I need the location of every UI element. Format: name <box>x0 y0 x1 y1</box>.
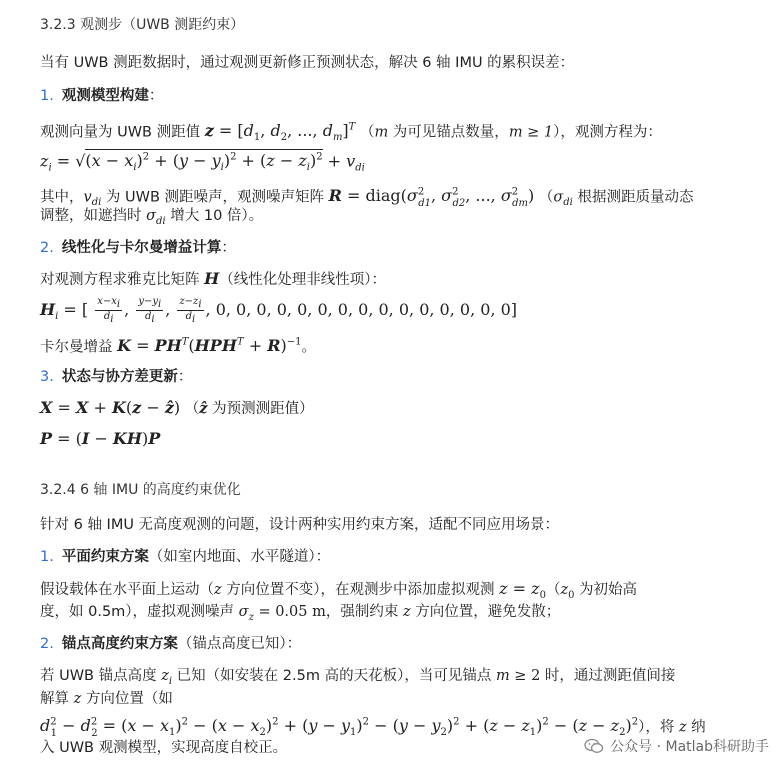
paragraph-intro-324: 针对 6 轴 IMU 无高度观测的问题，设计两种实用约束方案，适配不同应用场景： <box>40 517 560 533</box>
jacobian-formula: $H_i$ = [ $\frac{x-x_i}{d_i}$ , $\frac{y-y_i}{d_i}$ , $\frac{z-z_i}{d_i}$ , 0, 0, 0, 0, 0, 0, 0, 0, 0, 0, 0, 0, 0, 0, 0] <box>40 296 518 325</box>
plane-constraint-line1: 假设载体在水平面上运动（z 方向位置不变），在观测步中添加虚拟观测 $z = z_0(z_0$ 为初始高 <box>40 579 638 601</box>
observation-equation: $z_i = √(x - x_i)^2 + (y - y_i)^2 + (z - z_i)^2 + v_{di}$ <box>40 151 365 174</box>
list-item-3-title: 3. 状态与协方差更新： <box>40 369 193 385</box>
section-heading-323: 3.2.3 观测步（UWB 测距约束） <box>40 17 245 33</box>
observation-vector-line: 观测向量为 UWB 测距值 $z = [d_1$, $d_2$, ..., $d_m]^T$ （m 为可见锚点数量，m ≥ 1），观测方程为： <box>40 121 662 144</box>
anchor-constraint-line2: 解算 z 方向位置（如 <box>40 691 173 707</box>
kalman-gain-line: 卡尔曼增益 $K = PH^T(HPH^T + R)^{-1}$。 <box>40 336 316 356</box>
watermark-text: 公众号 · Matlab科研助手 <box>610 739 769 755</box>
covariance-update-formula: P = (I − KH)P <box>40 429 161 448</box>
noise-matrix-formula: $R = diag(\sigma^2_{d1}$, $\sigma^2_{d2}$, ..., $\sigma^2_{dm}$) <box>328 186 535 209</box>
state-update-line: X = X + K(z − ẑ) （ẑ 为预测测距值） <box>40 398 314 417</box>
section-heading-324: 3.2.4 6 轴 IMU 的高度约束优化 <box>40 482 241 498</box>
anchor-height-formula: $d^2_1 - d^2_2 = (x - x_1)^2 - (x - x_2)^2 + (y - y_1)^2 - (y - y_2)^2 + (z - z_1)^2 - (z - z_2)^2$ <box>40 716 639 739</box>
list-number: 3. <box>40 369 54 385</box>
observation-vector-formula: $z = [d_1$, $d_2$, ..., $d_m]^T$ <box>204 121 356 144</box>
noise-description-line1: 其中，$v_{di}$ 为 UWB 测距噪声，观测噪声矩阵 $R = diag(\sigma^2_{d1}$, $\sigma^2_{d2}$, ..., $\sigma^2_{dm}$) （$\sigma_{di}$ 根据测距质量动态 <box>40 186 694 209</box>
list-number: 1. <box>40 549 54 565</box>
anchor-constraint-title: 2. 锚点高度约束方案（锚点高度已知）： <box>40 636 302 652</box>
noise-description-line2: 调整，如遮挡时 $\sigma_{di}$ 增大 10 倍）。 <box>40 208 264 227</box>
list-item-1-title: 1. 观测模型构建： <box>40 88 164 104</box>
jacobian-intro: 对观测方程求雅克比矩阵 H（线性化处理非线性项）： <box>40 269 386 288</box>
list-item-2-title: 2. 线性化与卡尔曼增益计算： <box>40 240 236 256</box>
list-number: 2. <box>40 240 54 256</box>
state-update-formula: X = X + K(z − ẑ) <box>40 398 181 417</box>
kalman-gain-formula: $K = PH^T(HPH^T + R)^{-1}$ <box>117 336 302 356</box>
watermark <box>584 736 769 756</box>
list-number: 1. <box>40 88 54 104</box>
anchor-constraint-line3: $d^2_1 - d^2_2 = (x - x_1)^2 - (x - x_2)^2 + (y - y_1)^2 - (y - y_2)^2 + (z - z_1)^2 - (z - z_2)^2$），将 z 纳 <box>40 716 706 739</box>
list-number: 2. <box>40 636 54 652</box>
plane-constraint-title: 1. 平面约束方案（如室内地面、水平隧道）： <box>40 549 331 565</box>
anchor-constraint-line1: 若 UWB 锚点高度 $z_i$ 已知（如安装在 2.5m 高的天花板），当可见锚点 m ≥ 2 时，通过测距值间接 <box>40 668 676 687</box>
anchor-constraint-line4: 入 UWB 观测模型，实现高度自校正。 <box>40 740 288 756</box>
paragraph-intro-323: 当有 UWB 测距数据时，通过观测更新修正预测状态，解决 6 轴 IMU 的累积误差： <box>40 55 575 71</box>
plane-constraint-line2: 度，如 0.5m），虚拟观测噪声 $\sigma_z = 0.05$ m，强制约束 z 方向位置，避免发散； <box>40 604 561 623</box>
wechat-icon <box>584 738 604 754</box>
